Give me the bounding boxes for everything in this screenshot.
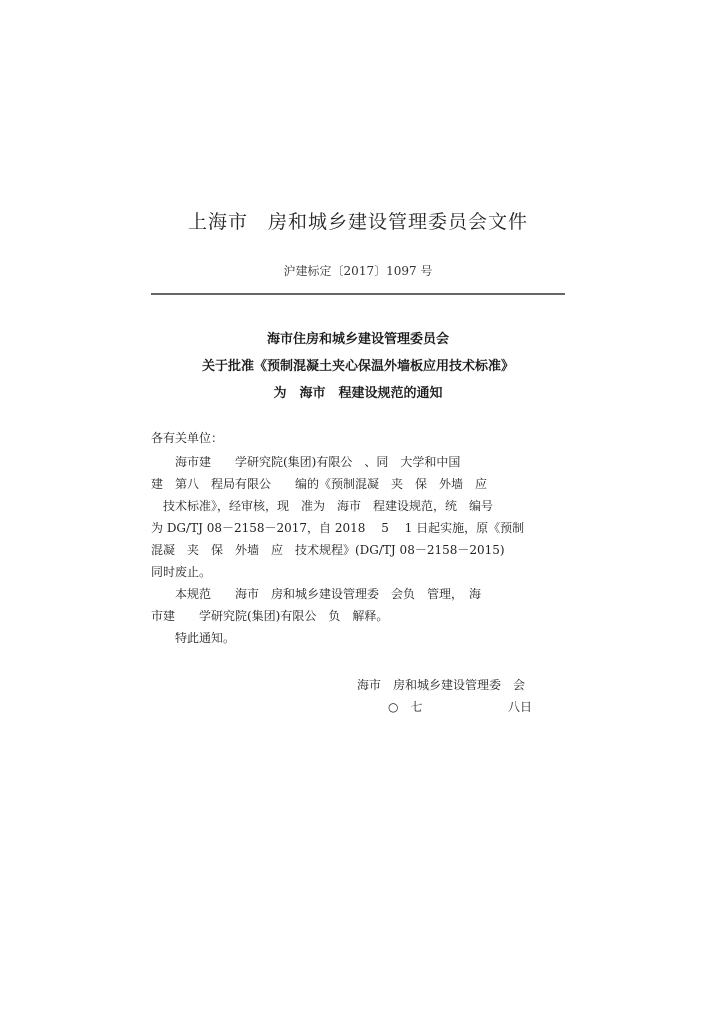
- paragraph-1-line-2: 建 第八 程局有限公 编的《预制混凝 夹 保 外墙 应: [151, 477, 488, 491]
- signature-date-right: 八日: [508, 700, 533, 714]
- header-divider: [151, 293, 565, 295]
- signature-organization: 海市 房和城乡建设管理委 会: [357, 678, 526, 692]
- document-number: 沪建标定〔2017〕1097 号: [283, 264, 433, 278]
- notice-title-line-2: 关于批准《预制混凝土夹心保温外墙板应用技术标准》: [201, 359, 514, 374]
- paragraph-1-line-1: 海市建 学研究院(集团)有限公 、同 大学和中国: [151, 455, 461, 469]
- paragraph-2-line-1: 本规范 海市 房和城乡建设管理委 会负 管理， 海: [151, 587, 482, 601]
- document-header-title: 上海市 房和城乡建设管理委员会文件: [187, 211, 528, 233]
- paragraph-1-line-3: 技术标准》，经审核，现 准为 海市 程建设规范，统 编号: [151, 499, 494, 513]
- signature-date-left: ○ 七: [388, 700, 423, 714]
- paragraph-1-line-5: 混凝 夹 保 外墙 应 技术规程》(DG/TJ 08－2158－2015): [151, 543, 505, 557]
- salutation: 各有关单位：: [151, 431, 224, 445]
- paragraph-1-line-4: 为 DG/TJ 08－2158－2017，自 2018 5 1 日起实施，原《预制: [151, 521, 525, 535]
- paragraph-3-line-1: 特此通知。: [151, 631, 236, 645]
- notice-title-line-3: 为 海市 程建设规范的通知: [273, 386, 443, 401]
- paragraph-1-line-6: 同时废止。: [151, 565, 212, 579]
- paragraph-2-line-2: 市建 学研究院(集团)有限公 负 解释。: [151, 609, 389, 623]
- notice-title-line-1: 海市住房和城乡建设管理委员会: [266, 332, 449, 347]
